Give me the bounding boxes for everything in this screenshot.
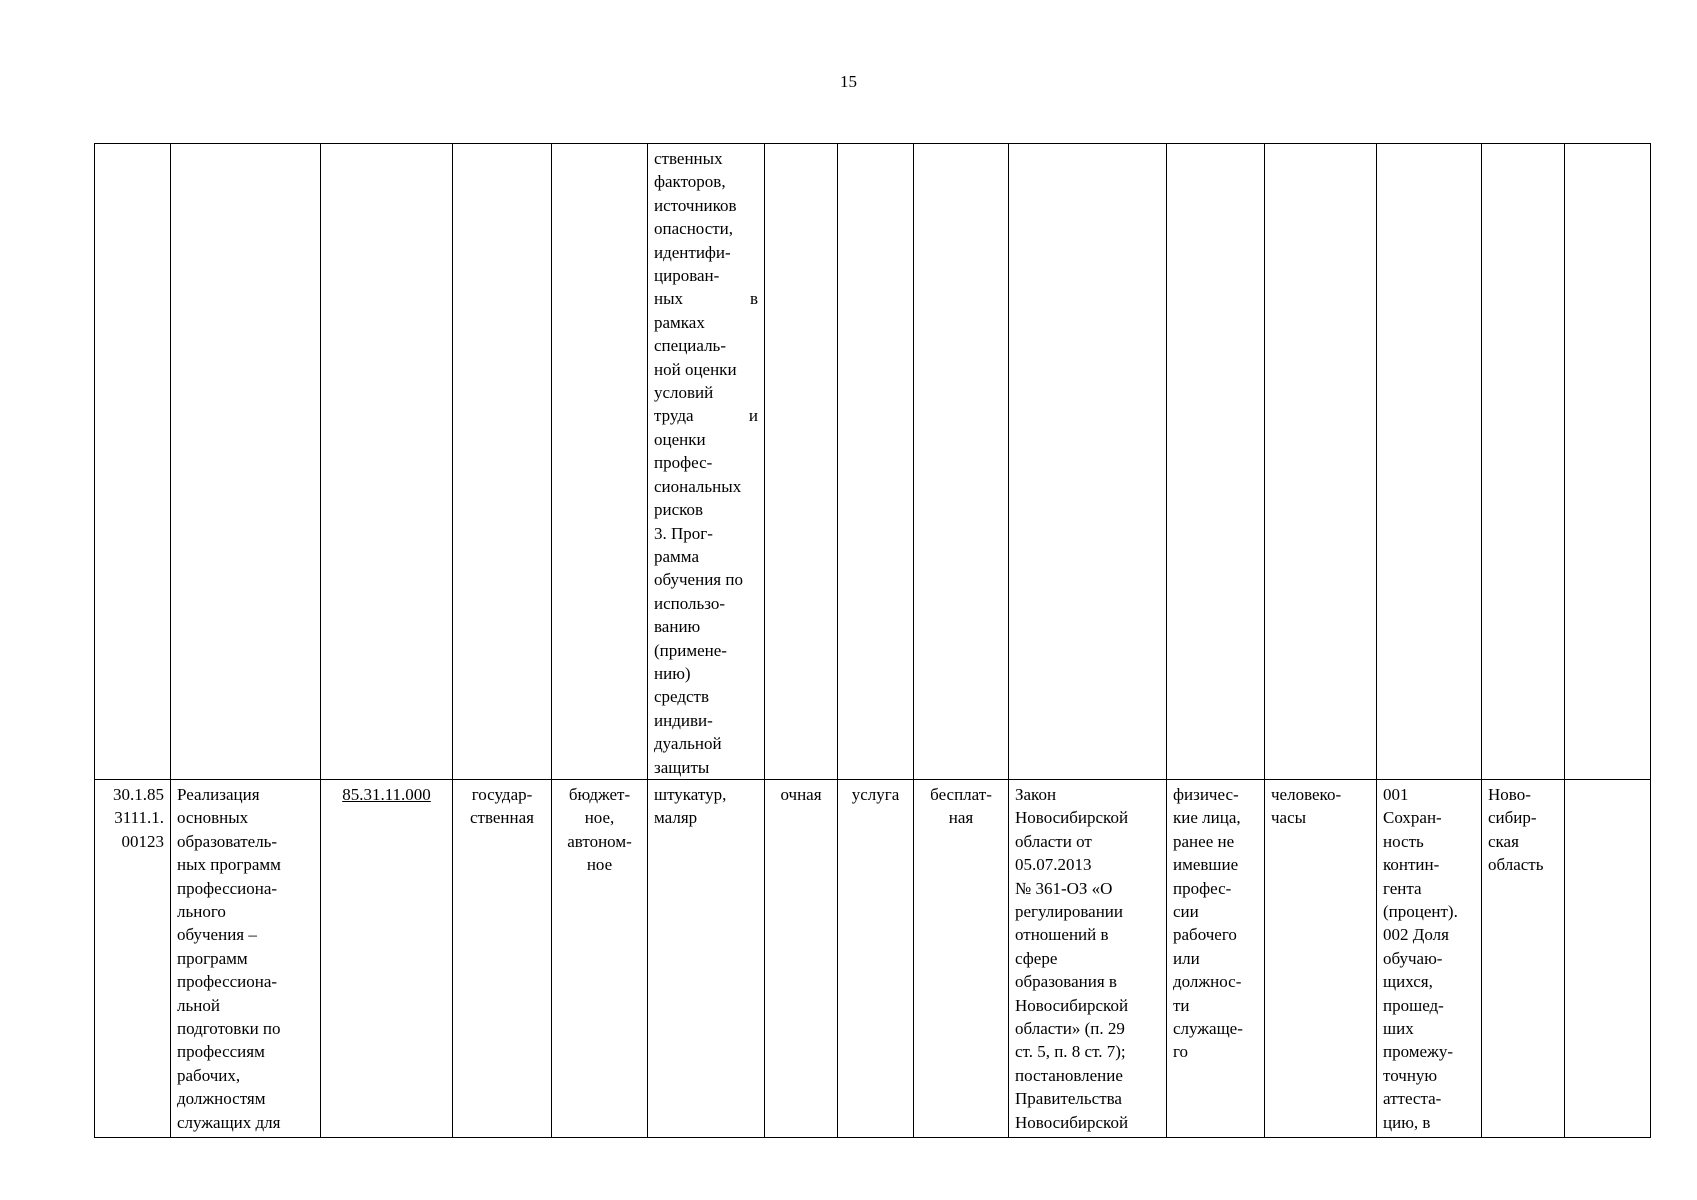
cont-text-line: специаль-	[654, 336, 726, 356]
cont-text-line: нию)	[654, 663, 691, 683]
cont-text-line: ственных	[654, 149, 723, 168]
cont-text-line: профес-	[654, 453, 713, 473]
services-table	[94, 143, 1651, 1138]
service-name-cell: Реализация основных образователь- ных программ профессиона- льного обучения – программ профессиона- льной подготовки по профессиям рабочих, должностям служащих для	[171, 779, 321, 1137]
cont-cell-13	[1377, 144, 1482, 780]
cont-text-line: источников	[654, 195, 737, 215]
cont-cell-8	[838, 144, 914, 780]
cont-text-line: опасности,	[654, 219, 734, 239]
payment-cell: бесплат- ная	[914, 779, 1009, 1137]
cont-text-line: рамках	[654, 312, 705, 332]
cont-text-line: сиональных	[654, 476, 742, 496]
cont-cell-15	[1565, 144, 1651, 780]
cont-text-left: ных	[654, 289, 684, 309]
cont-text-line: использо-	[654, 593, 726, 613]
cont-text-line: защиты	[654, 757, 710, 777]
cont-text-line: ной оценки	[654, 359, 737, 379]
cont-cell-11	[1167, 144, 1265, 780]
cont-text-right: и	[748, 406, 758, 426]
table-row-service	[95, 779, 1651, 1137]
cont-text-line: рисков	[654, 500, 704, 520]
cont-text-line: рамма	[654, 546, 699, 566]
cont-text-line: цирован-	[654, 266, 720, 286]
cont-cell-programs	[648, 144, 765, 780]
cont-cell-4	[453, 144, 552, 780]
registry-code-cell: 30.1.85 3111.1. 00123	[95, 779, 171, 1137]
profession-cell: штукатур, маляр	[648, 779, 765, 1137]
cont-text-line: факторов,	[654, 172, 726, 192]
institution-type-cell: бюджет- ное, автоном- ное	[552, 779, 648, 1137]
legal-basis-cell: Закон Новосибирской области от 05.07.2013 № 361-ОЗ «О регулировании отношений в сфере образования в Новосибирской области» (п. 29 ст. 5, п. 8 ст. 7); постановление Правительства Новосибирской	[1009, 779, 1167, 1137]
cont-text-line: обучения по	[654, 570, 743, 590]
cont-text-line: оценки	[654, 429, 706, 449]
kind-cell: услуга	[838, 779, 914, 1137]
cont-text-left: труда	[654, 406, 694, 426]
cont-text-line: ванию	[654, 617, 701, 637]
form-cell: очная	[765, 779, 838, 1137]
cont-text-line: дуальной	[654, 734, 722, 754]
quality-indicators-cell: 001 Сохран- ность контин- гента (процент). 002 Доля обучаю- щихся, прошед- ших промежу- точную аттеста- цию, в	[1377, 779, 1482, 1137]
cont-cell-2	[171, 144, 321, 780]
cont-text-line	[654, 404, 758, 427]
cont-text-line	[654, 287, 758, 310]
extra-cell	[1565, 779, 1651, 1137]
cont-text-right: в	[749, 289, 758, 309]
cont-text-line: индиви-	[654, 710, 713, 730]
volume-unit-cell: человеко- часы	[1265, 779, 1377, 1137]
cont-text-line: 3. Прог-	[654, 523, 713, 543]
cont-cell-10	[1009, 144, 1167, 780]
okved-code-link[interactable]: 85.31.11.000	[342, 784, 431, 804]
cont-cell-7	[765, 144, 838, 780]
cont-text-line: идентифи-	[654, 242, 731, 262]
cont-cell-1	[95, 144, 171, 780]
cont-cell-9	[914, 144, 1009, 780]
cont-cell-3	[321, 144, 453, 780]
cont-cell-12	[1265, 144, 1377, 780]
cont-cell-14	[1482, 144, 1565, 780]
region-cell: Ново- сибир- ская область	[1482, 779, 1565, 1137]
ownership-cell: государ- ственная	[453, 779, 552, 1137]
cont-text-line: условий	[654, 383, 714, 403]
consumers-cell: физичес- кие лица, ранее не имевшие профес- сии рабочего или должнос- ти служаще- го	[1167, 779, 1265, 1137]
table-row-continuation	[95, 144, 1651, 780]
cont-text-line: (примене-	[654, 640, 727, 660]
page-number: 15	[840, 72, 857, 91]
cont-cell-5	[552, 144, 648, 780]
cont-text-line: средств	[654, 687, 710, 707]
